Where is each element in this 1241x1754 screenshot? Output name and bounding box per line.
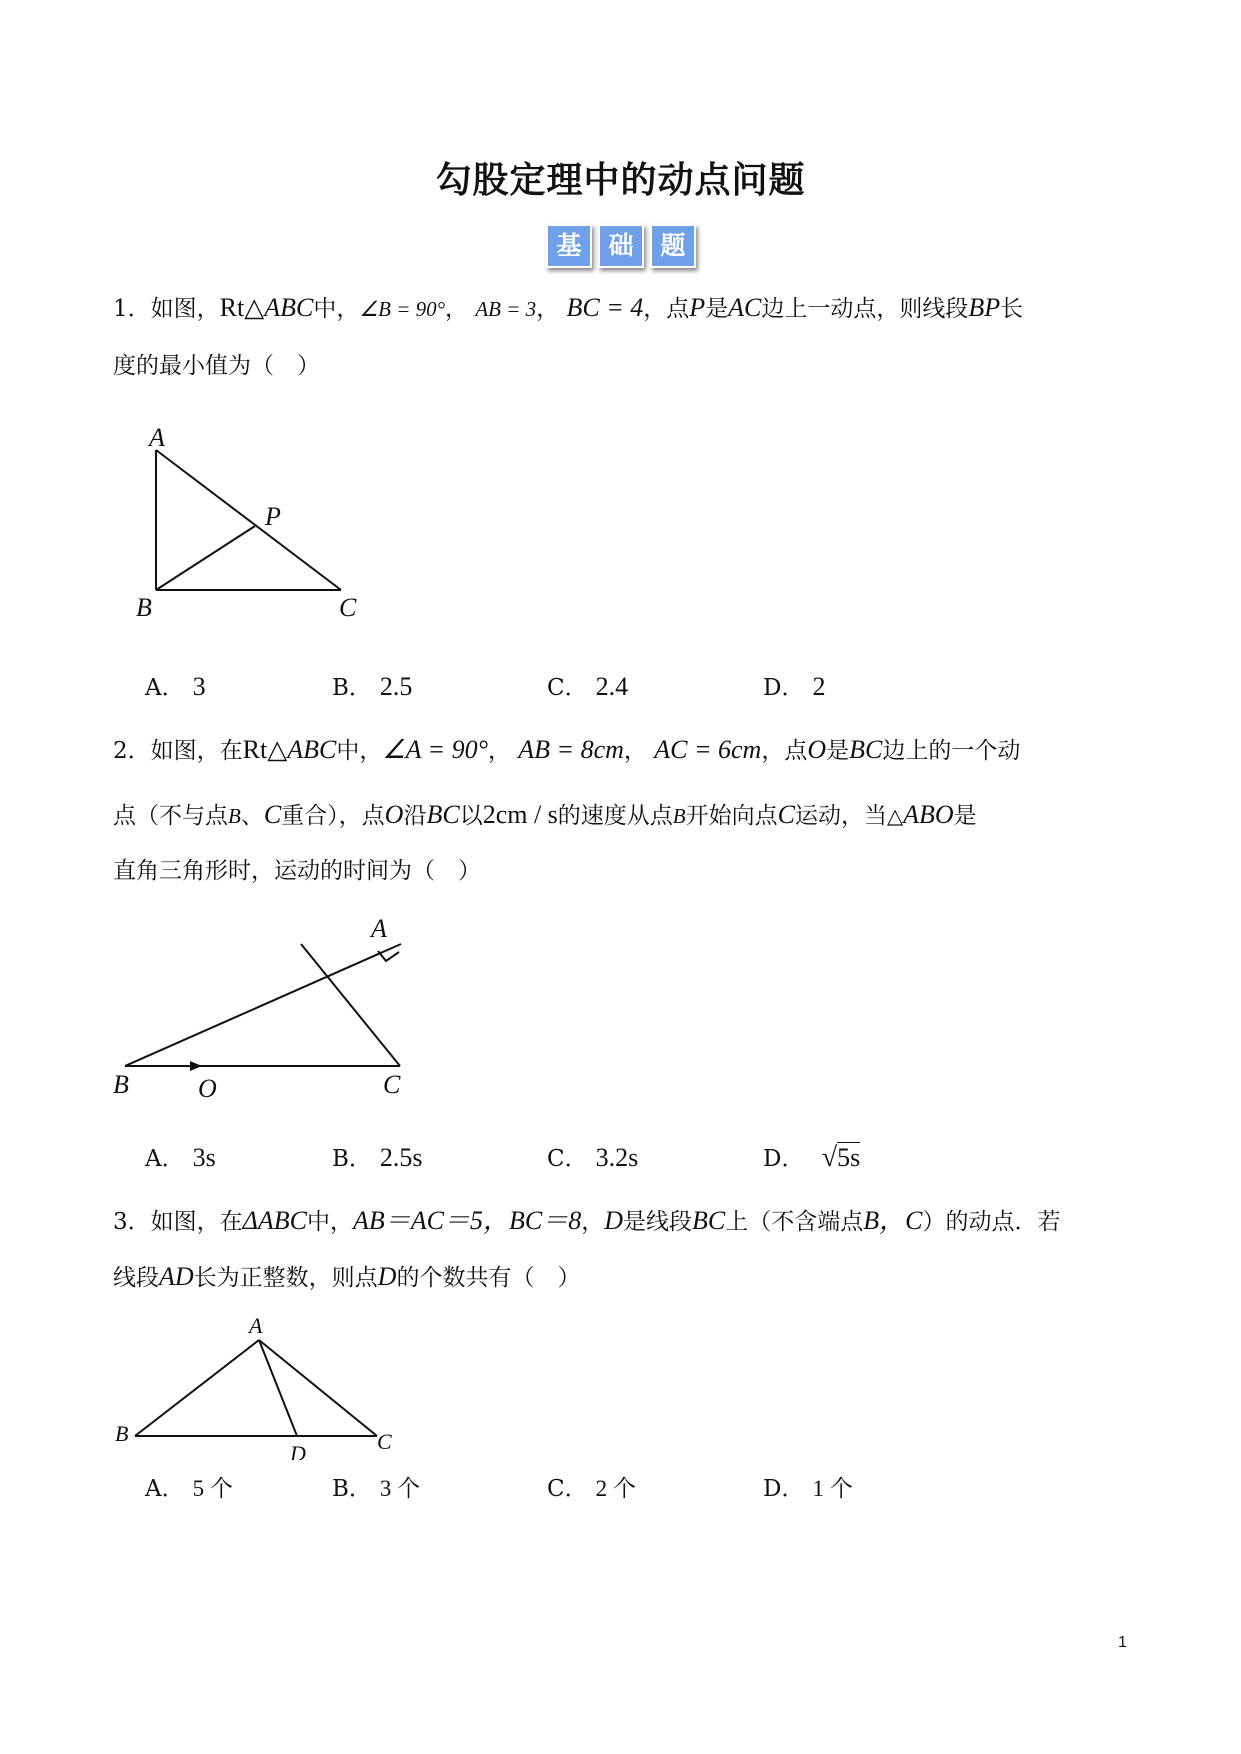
q3-option-a[interactable]: A． 5 个 (145, 1476, 233, 1502)
side-ba (125, 944, 401, 1066)
segment-bp (156, 526, 255, 590)
q2-option-c[interactable]: C． 3.2s (547, 1143, 639, 1172)
label-o: O (198, 1074, 217, 1103)
q3-options (0, 1471, 1241, 1507)
q1-options (0, 669, 1241, 705)
label-b: B (113, 1070, 129, 1099)
q2-line3: 直角三角形时，运动的时间为（ ） (113, 858, 481, 884)
side-ac (259, 1340, 377, 1436)
q1-option-c[interactable]: C． 2.4 (547, 672, 629, 701)
sqrt-icon: √ (821, 1142, 838, 1173)
section-badge (546, 224, 696, 268)
badge-char: 础 (598, 224, 644, 268)
q3-line1: 3．如图，在ΔABC中，AB＝AC＝5，BC＝8，D是线段BC上（不含端点B，C）的动点．若 (113, 1206, 1061, 1235)
q1-line2: 度的最小值为（ ） (113, 353, 320, 379)
label-b: B (136, 593, 152, 622)
arrow-marker (190, 1061, 202, 1071)
q1-option-d[interactable]: D． 2 (763, 672, 826, 701)
q3-line2: 线段AD长为正整数，则点D的个数共有（ ） (113, 1262, 581, 1291)
side-ab (135, 1340, 259, 1436)
side-ac (156, 450, 341, 590)
q1-option-b[interactable]: B． 2.5 (332, 672, 413, 701)
label-b: B (115, 1421, 129, 1446)
q2-option-a[interactable]: A． 3s (145, 1143, 216, 1172)
label-p: P (265, 502, 281, 531)
label-c: C (377, 1429, 392, 1454)
label-a: A (249, 1313, 263, 1338)
q2-option-d[interactable]: D． √5s (763, 1142, 861, 1173)
page-number: 1 (1118, 1634, 1127, 1651)
badge-char: 基 (546, 224, 592, 268)
label-d: D (290, 1441, 306, 1460)
q2-options (0, 1140, 1241, 1176)
q2-figure (105, 910, 425, 1110)
label-a: A (371, 914, 387, 943)
q2-line2: 点（不与点B、C重合），点O沿BC以2cm / s的速度从点B开始向点C运动，当△ABO是 (113, 800, 977, 829)
page-title: 勾股定理中的动点问题 (435, 160, 806, 201)
q2-line1: 2．如图，在Rt△ABC中，∠A = 90°， AB = 8cm， AC = 6cm，点O是BC边上的一个动 (113, 735, 1021, 764)
q3-option-d[interactable]: D． 1 个 (763, 1476, 853, 1502)
q3-option-b[interactable]: B． 3 个 (332, 1476, 421, 1502)
q3-option-c[interactable]: C． 2 个 (547, 1476, 636, 1502)
q1-line1: 1．如图，Rt△ABC中，∠B = 90°， AB = 3， BC = 4，点P是AC边上一动点，则线段BP长 (113, 293, 1024, 322)
badge-char: 题 (650, 224, 696, 268)
label-c: C (339, 593, 357, 622)
q3-figure (105, 1310, 425, 1460)
label-c: C (383, 1070, 401, 1099)
q1-option-a[interactable]: A． 3 (145, 672, 206, 701)
side-ac (301, 944, 400, 1066)
q1-figure (130, 425, 400, 625)
label-a: A (149, 425, 165, 452)
q2-option-b[interactable]: B． 2.5s (332, 1143, 423, 1172)
